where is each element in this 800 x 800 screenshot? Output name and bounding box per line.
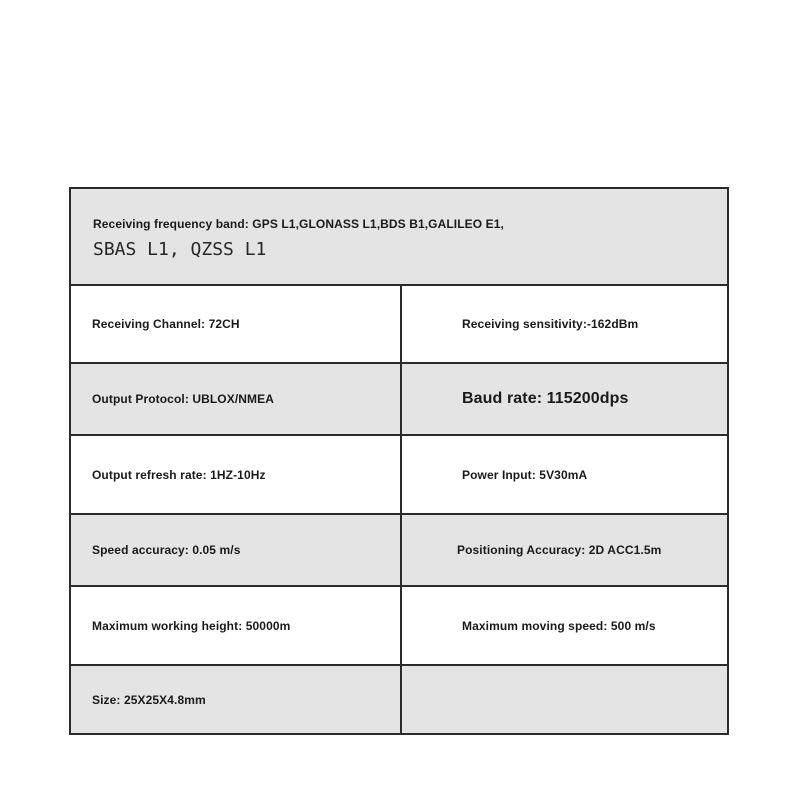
- spec-cell-size: [71, 666, 402, 733]
- spec-cell-output-protocol: [71, 364, 402, 434]
- spec-cell-max-moving-speed: [402, 587, 727, 664]
- max-working-height-label: Maximum working height: 50000m: [92, 618, 291, 633]
- spec-cell-max-working-height: [71, 587, 402, 664]
- output-refresh-rate-label: Output refresh rate: 1HZ-10Hz: [92, 467, 266, 482]
- spec-row-refresh: [71, 436, 727, 515]
- spec-cell-empty: [402, 666, 727, 733]
- spec-table: [69, 187, 729, 735]
- positioning-accuracy-label: Positioning Accuracy: 2D ACC1.5m: [457, 543, 662, 557]
- frequency-band-label: Receiving frequency band: GPS L1,GLONASS L1,BDS B1,GALILEO E1,: [93, 217, 504, 231]
- spec-cell-speed-accuracy: [71, 515, 402, 585]
- frequency-band-continuation: SBAS L1, QZSS L1: [93, 239, 267, 260]
- spec-row-frequency-band: [71, 189, 727, 286]
- receiving-channel-label: Receiving Channel: 72CH: [92, 317, 240, 331]
- spec-cell-receiving-channel: [71, 286, 402, 362]
- spec-cell-baud-rate: [402, 364, 727, 434]
- spec-cell-positioning-accuracy: [402, 515, 727, 585]
- receiving-sensitivity-label: Receiving sensitivity:-162dBm: [462, 317, 639, 331]
- spec-cell-output-refresh-rate: [71, 436, 402, 513]
- output-protocol-label: Output Protocol: UBLOX/NMEA: [92, 392, 275, 406]
- spec-cell-receiving-sensitivity: [402, 286, 727, 362]
- spec-row-size: [71, 666, 727, 733]
- spec-cell-frequency-band: [71, 189, 727, 284]
- spec-row-limits: [71, 587, 727, 666]
- spec-row-protocol: [71, 364, 727, 436]
- power-input-label: Power Input: 5V30mA: [462, 467, 588, 482]
- spec-cell-power-input: [402, 436, 727, 513]
- max-moving-speed-label: Maximum moving speed: 500 m/s: [462, 618, 656, 633]
- size-label: Size: 25X25X4.8mm: [92, 692, 206, 707]
- baud-rate-label: Baud rate: 115200dps: [462, 390, 629, 407]
- spec-row-channel: [71, 286, 727, 364]
- spec-row-accuracy: [71, 515, 727, 587]
- speed-accuracy-label: Speed accuracy: 0.05 m/s: [92, 543, 241, 557]
